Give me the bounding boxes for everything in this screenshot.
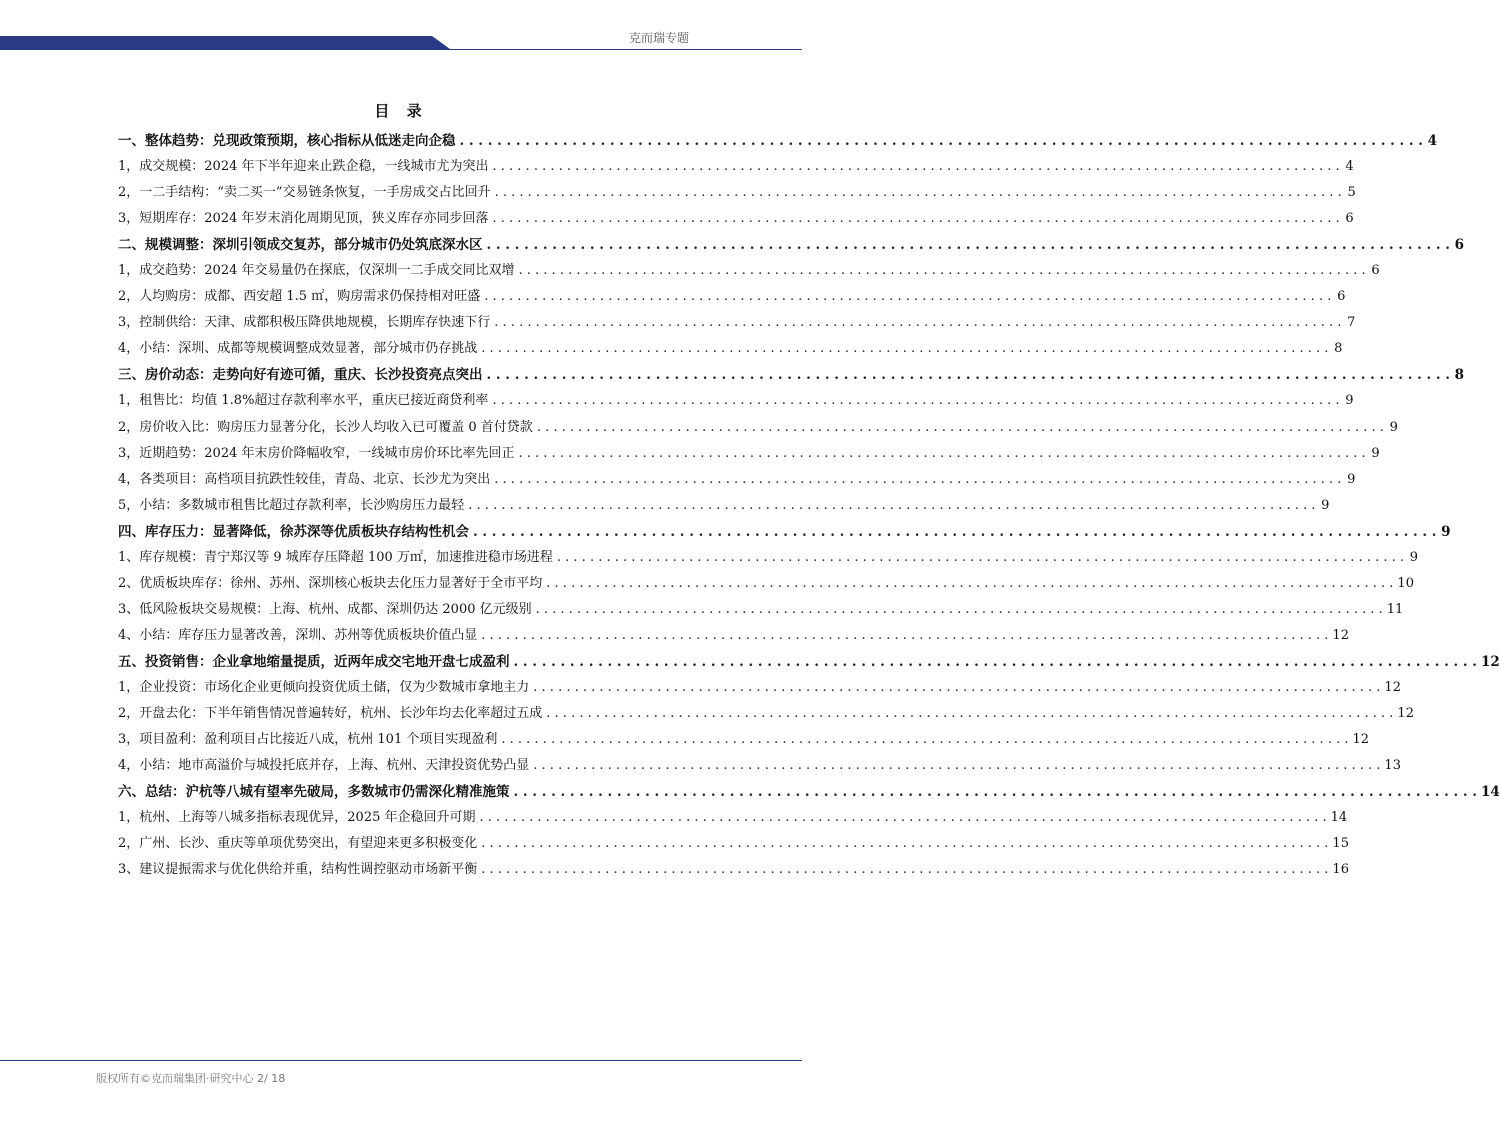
toc-item-entry[interactable]	[118, 805, 1348, 831]
toc-page-number: 12	[1384, 679, 1401, 695]
toc-page-number: 11	[1386, 601, 1404, 617]
toc-leader-dots	[492, 388, 1339, 414]
toc-entry-text: 2，一二手结构：“卖二买一”交易链条恢复，一手房成交占比回升	[118, 185, 491, 201]
toc-entry-text: 二、规模调整：深圳引领成交复苏，部分城市仍处筑底深水区	[118, 237, 483, 254]
toc-leader-dots	[468, 493, 1315, 519]
toc-leader-dots	[487, 232, 1451, 258]
toc-page-number: 4	[1427, 133, 1437, 149]
toc-leader-dots	[533, 753, 1380, 779]
toc-section-entry[interactable]	[118, 128, 1437, 154]
toc-page-number: 6	[1337, 289, 1346, 305]
toc-entry-text: 3，短期库存：2024 年岁末消化周期见顶，狭义库存亦同步回落	[118, 211, 489, 227]
toc-section-entry[interactable]	[118, 519, 1451, 545]
footer-rule	[0, 1060, 802, 1061]
toc-page-number: 6	[1345, 211, 1354, 227]
toc-section-entry[interactable]	[118, 779, 1500, 805]
toc-entry-text: 1、库存规模：青宁郑汉等 9 城库存压降超 100 万㎡，加速推进稳市场进程	[118, 549, 553, 565]
toc-leader-dots	[473, 519, 1437, 545]
toc-item-entry[interactable]	[118, 415, 1398, 441]
toc-page-number: 9	[1409, 549, 1419, 565]
table-of-contents	[118, 128, 1500, 883]
toc-leader-dots	[493, 154, 1340, 180]
toc-entry-text: 1，成交趋势：2024 年交易量仍在探底，仅深圳一二手成交同比双增	[118, 263, 515, 279]
toc-leader-dots	[519, 441, 1366, 467]
header-rule	[0, 49, 802, 50]
toc-page-number: 12	[1397, 706, 1414, 722]
toc-page-number: 14	[1330, 810, 1348, 826]
toc-item-entry[interactable]	[118, 753, 1401, 779]
toc-leader-dots	[519, 258, 1366, 284]
toc-page-number: 9	[1345, 393, 1354, 409]
toc-item-entry[interactable]	[118, 310, 1356, 336]
toc-leader-dots	[484, 284, 1331, 310]
toc-section-entry[interactable]	[118, 232, 1464, 258]
toc-entry-text: 3，控制供给：天津、成都积极压降供地规模，长期库存快速下行	[118, 315, 491, 331]
toc-entry-text: 3，项目盈利：盈利项目占比接近八成，杭州 101 个项目实现盈利	[118, 732, 498, 748]
toc-title: 目 录	[374, 102, 428, 120]
toc-page-number: 12	[1352, 732, 1370, 748]
toc-entry-text: 3、低风险板块交易规模：上海、杭州、成都、深圳仍达 2000 亿元级别	[118, 601, 532, 617]
toc-entry-text: 六、总结：沪杭等八城有望率先破局，多数城市仍需深化精准施策	[118, 784, 510, 801]
toc-leader-dots	[514, 779, 1478, 805]
toc-leader-dots	[481, 831, 1328, 857]
toc-entry-text: 四、库存压力：显著降低，徐苏深等优质板块存结构性机会	[118, 523, 469, 540]
toc-item-entry[interactable]	[118, 857, 1349, 883]
toc-entry-text: 4，小结：地市高溢价与城投托底并存，上海、杭州、天津投资优势凸显	[118, 758, 530, 774]
toc-entry-text: 一、整体趋势：兑现政策预期，核心指标从低迷走向企稳	[118, 133, 456, 149]
toc-leader-dots	[460, 128, 1424, 154]
toc-item-entry[interactable]	[118, 336, 1343, 362]
toc-leader-dots	[487, 362, 1451, 388]
toc-entry-text: 2，人均购房：成都、西安超 1.5 ㎡，购房需求仍保持相对旺盛	[118, 289, 481, 305]
toc-entry-text: 1，杭州、上海等八城多指标表现优异，2025 年企稳回升可期	[118, 810, 476, 826]
toc-leader-dots	[501, 727, 1348, 753]
toc-leader-dots	[546, 701, 1393, 727]
toc-leader-dots	[533, 675, 1380, 701]
toc-page-number: 6	[1371, 263, 1380, 279]
toc-entry-text: 1，企业投资：市场化企业更倾向投资优质土储，仅为少数城市拿地主力	[118, 679, 530, 695]
toc-item-entry[interactable]	[118, 675, 1401, 701]
toc-entry-text: 2，广州、长沙、重庆等单项优势突出，有望迎来更多积极变化	[118, 836, 478, 852]
toc-entry-text: 3，近期趋势：2024 年末房价降幅收窄，一线城市房价环比率先回正	[118, 445, 515, 461]
toc-leader-dots	[481, 336, 1328, 362]
toc-entry-text: 1，租售比：均值 1.8%超过存款利率水平，重庆已接近商贷利率	[118, 393, 489, 409]
toc-entry-text: 3、建议提振需求与优化供给并重，结构性调控驱动市场新平衡	[118, 862, 478, 878]
header-brand-label: 克而瑞专题	[628, 31, 689, 45]
toc-page-number: 9	[1347, 471, 1356, 487]
toc-leader-dots	[494, 310, 1341, 336]
toc-leader-dots	[546, 571, 1393, 597]
toc-item-entry[interactable]	[118, 284, 1346, 310]
toc-item-entry[interactable]	[118, 701, 1414, 727]
toc-item-entry[interactable]	[118, 388, 1354, 414]
toc-leader-dots	[481, 857, 1328, 883]
toc-entry-text: 4、小结：库存压力显著改善，深圳、苏州等优质板块价值凸显	[118, 627, 478, 643]
toc-entry-text: 5，小结：多数城市租售比超过存款利率，长沙购房压力最轻	[118, 497, 465, 513]
toc-item-entry[interactable]	[118, 597, 1404, 623]
toc-page-number: 12	[1481, 653, 1500, 670]
toc-entry-text: 2，开盘去化：下半年销售情况普遍转好，杭州、长沙年均去化率超过五成	[118, 706, 543, 722]
toc-item-entry[interactable]	[118, 623, 1349, 649]
toc-page-number: 4	[1345, 159, 1354, 175]
header-accent-bar	[0, 36, 450, 49]
toc-page-number: 6	[1454, 237, 1464, 254]
toc-entry-text: 4，各类项目：高档项目抗跌性较佳，青岛、北京、长沙尤为突出	[118, 471, 491, 487]
toc-leader-dots	[481, 623, 1328, 649]
toc-item-entry[interactable]	[118, 831, 1349, 857]
toc-page-number: 9	[1441, 523, 1451, 540]
toc-page-number: 9	[1371, 445, 1380, 461]
toc-item-entry[interactable]	[118, 493, 1330, 519]
toc-section-entry[interactable]	[118, 649, 1500, 675]
toc-entry-text: 五、投资销售：企业拿地缩量提质，近两年成交宅地开盘七成盈利	[118, 653, 510, 670]
toc-page-number: 9	[1321, 497, 1330, 513]
toc-section-entry[interactable]	[118, 362, 1464, 388]
toc-page-number: 16	[1332, 862, 1349, 878]
toc-page-number: 10	[1397, 575, 1414, 591]
toc-leader-dots	[495, 180, 1342, 206]
footer-copyright: 版权所有©克而瑞集团·研究中心 2/ 18	[96, 1072, 286, 1085]
toc-leader-dots	[557, 545, 1404, 571]
toc-item-entry[interactable]	[118, 441, 1380, 467]
toc-item-entry[interactable]	[118, 545, 1419, 571]
toc-entry-text: 2，房价收入比：购房压力显著分化，长沙人均收入已可覆盖 0 首付贷款	[118, 419, 533, 435]
toc-item-entry[interactable]	[118, 206, 1354, 232]
toc-entry-text: 4，小结：深圳、成都等规模调整成效显著，部分城市仍存挑战	[118, 341, 478, 357]
toc-page-number: 14	[1481, 784, 1500, 801]
toc-leader-dots	[536, 597, 1383, 623]
toc-item-entry[interactable]	[118, 727, 1370, 753]
toc-page-number: 15	[1332, 836, 1349, 852]
toc-item-entry[interactable]	[118, 180, 1356, 206]
toc-page-number: 13	[1384, 758, 1401, 774]
toc-page-number: 8	[1334, 341, 1343, 357]
toc-leader-dots	[514, 649, 1478, 675]
toc-page-number: 8	[1454, 367, 1464, 384]
toc-entry-text: 三、房价动态：走势向好有迹可循，重庆、长沙投资亮点突出	[118, 367, 483, 384]
toc-page-number: 12	[1332, 627, 1349, 643]
toc-entry-text: 1，成交规模：2024 年下半年迎来止跌企稳，一线城市尤为突出	[118, 159, 489, 175]
toc-leader-dots	[493, 206, 1340, 232]
toc-page-number: 9	[1389, 419, 1398, 435]
toc-item-entry[interactable]	[118, 467, 1356, 493]
toc-page-number: 7	[1347, 315, 1356, 331]
toc-leader-dots	[480, 805, 1327, 831]
toc-item-entry[interactable]	[118, 154, 1354, 180]
toc-entry-text: 2、优质板块库存：徐州、苏州、深圳核心板块去化压力显著好于全市平均	[118, 575, 543, 591]
toc-item-entry[interactable]	[118, 571, 1414, 597]
toc-page-number: 5	[1347, 185, 1356, 201]
toc-leader-dots	[494, 467, 1341, 493]
toc-item-entry[interactable]	[118, 258, 1380, 284]
toc-leader-dots	[537, 415, 1384, 441]
